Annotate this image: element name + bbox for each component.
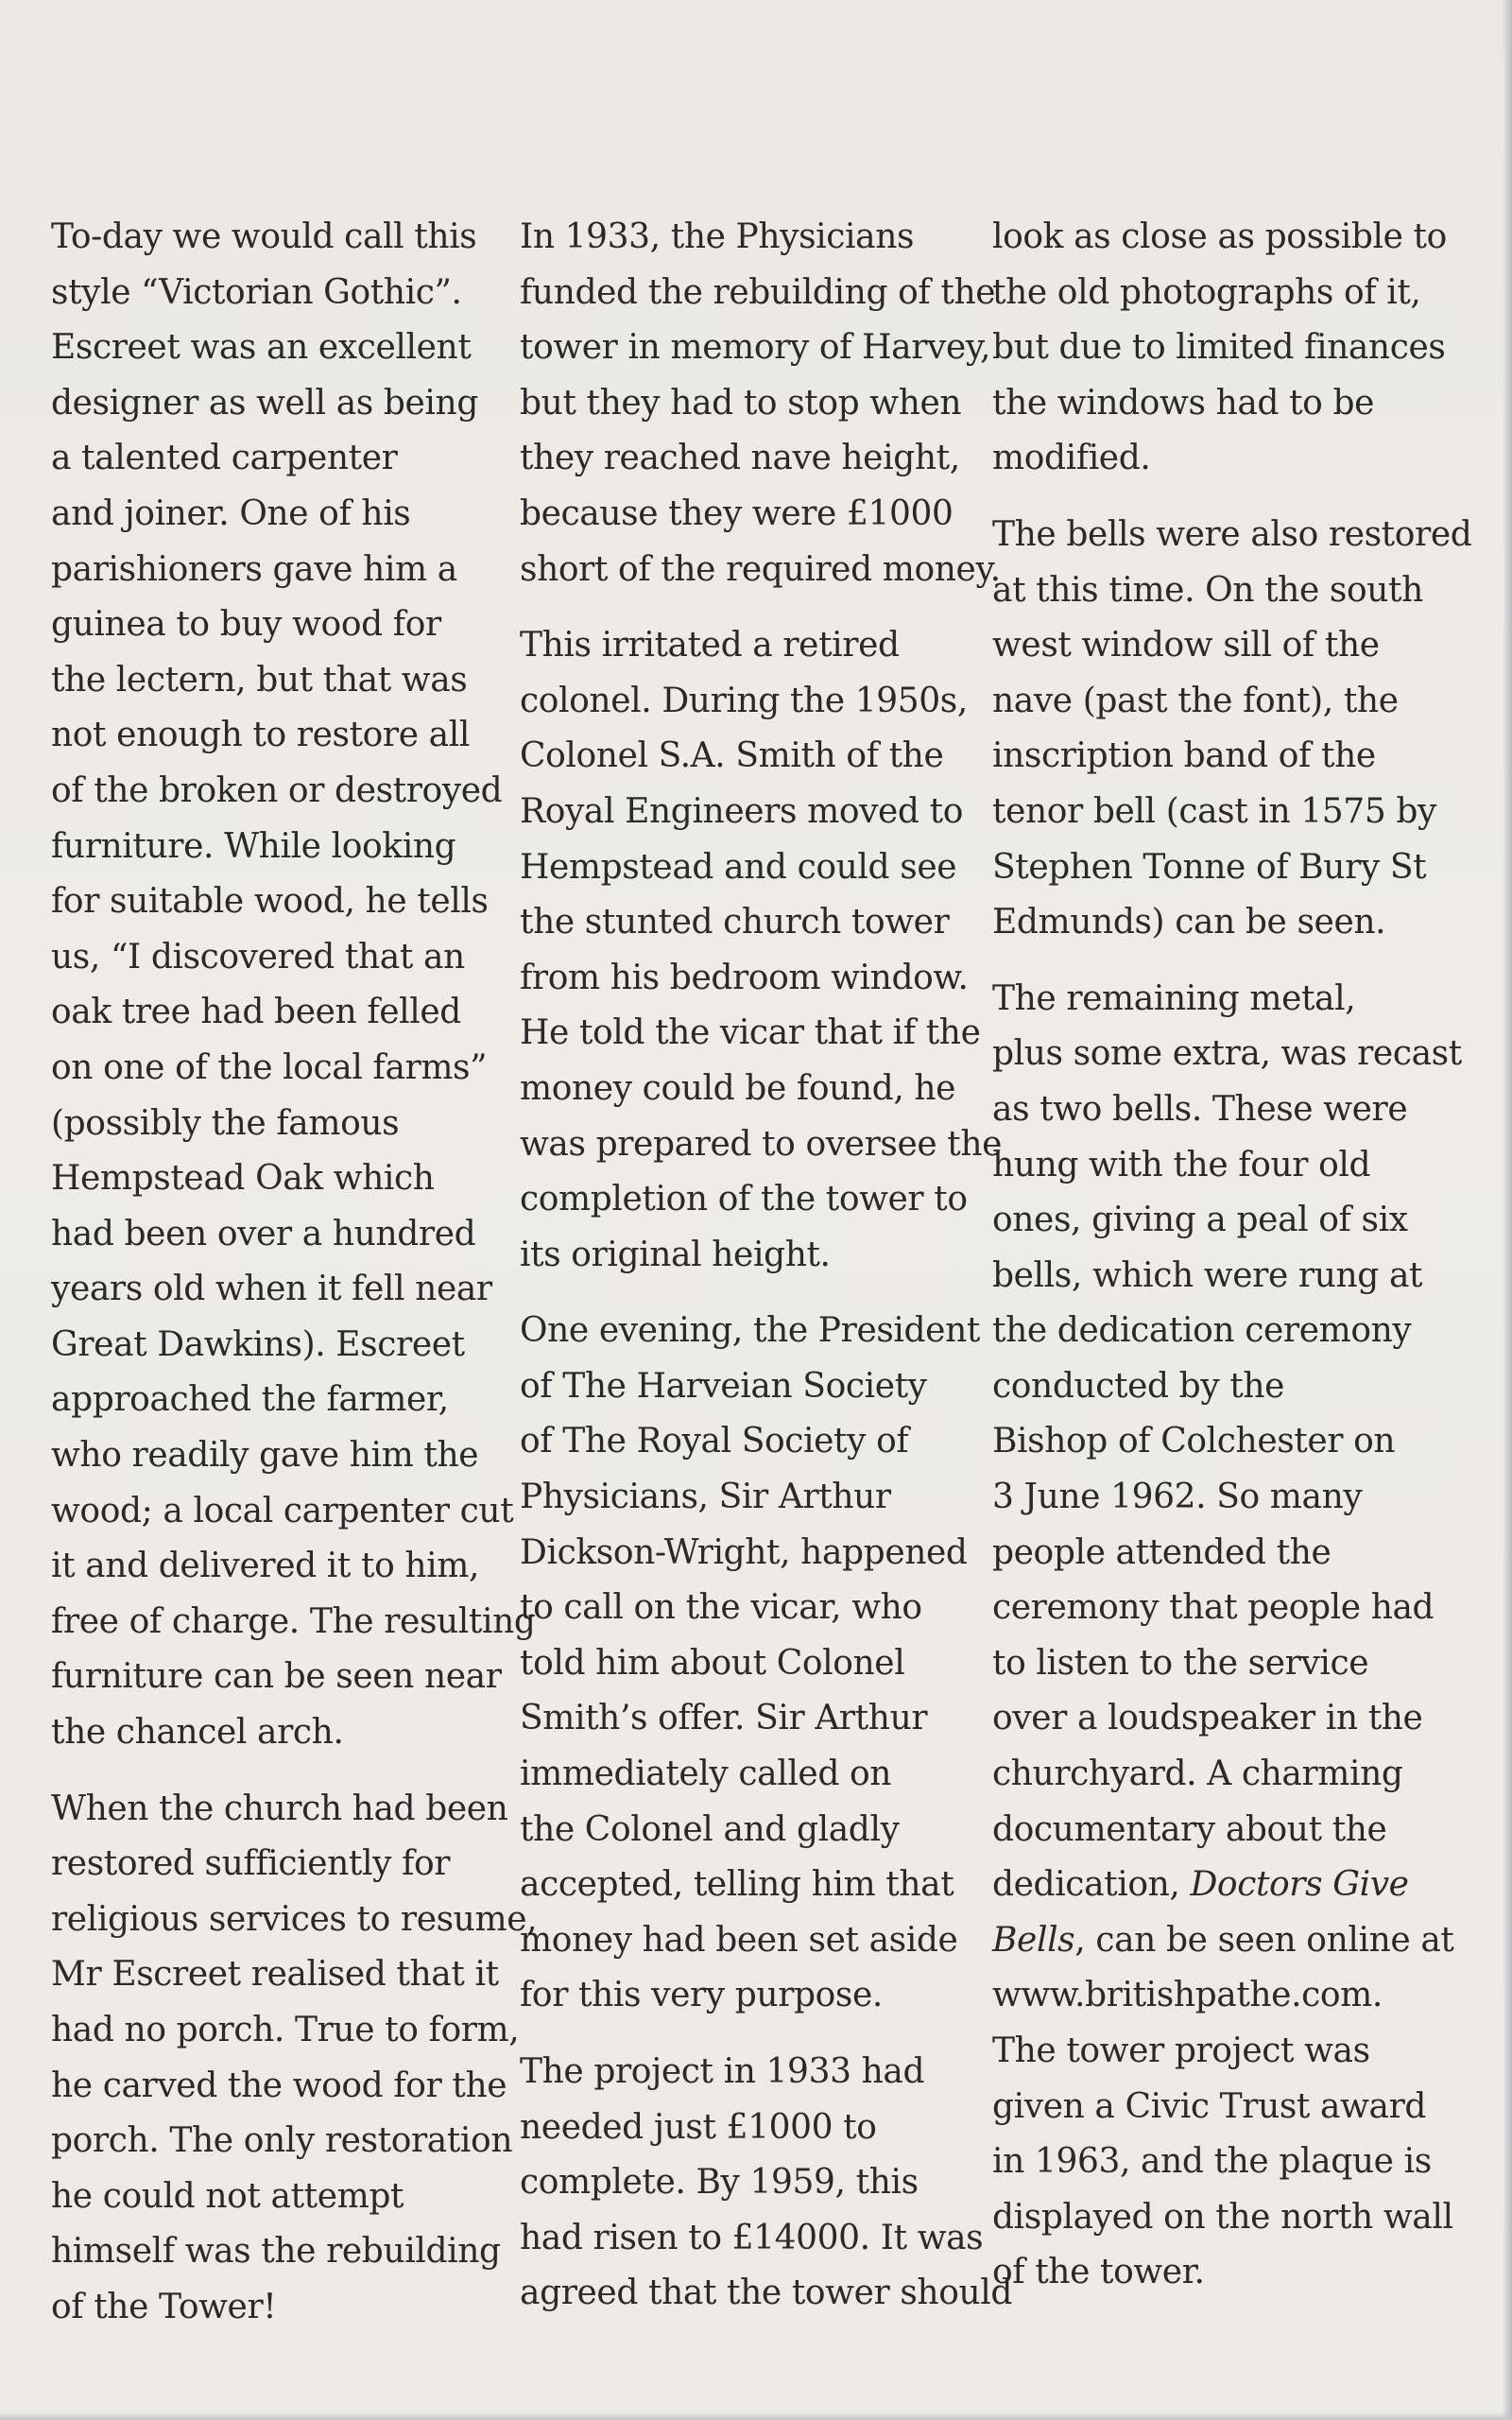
text-line: had no porch. True to form, xyxy=(51,2011,520,2049)
text-line: who readily gave him the xyxy=(51,1436,479,1476)
text-column-3 xyxy=(992,210,1472,2322)
text-line: To-day we would call this xyxy=(51,217,477,256)
text-line: tower in memory of Harvey, xyxy=(520,328,991,368)
text-line: the dedication ceremony xyxy=(992,1311,1412,1351)
paragraph xyxy=(992,508,1472,951)
text-line: of The Royal Society of xyxy=(520,1422,909,1461)
text-line: The bells were also restored xyxy=(992,514,1472,554)
text-column-2 xyxy=(520,210,1013,2342)
page-right-edge xyxy=(1503,0,1512,2420)
text-line: porch. The only restoration xyxy=(51,2121,513,2161)
text-line: as two bells. These were xyxy=(992,1089,1408,1129)
text-line: agreed that the tower should xyxy=(520,2273,1013,2313)
text-line: tenor bell (cast in 1575 by xyxy=(992,791,1436,831)
text-line: When the church had been xyxy=(51,1789,508,1828)
text-line: himself was the rebuilding xyxy=(51,2232,501,2272)
text-line: of the tower. xyxy=(992,2253,1205,2292)
text-line: Colonel S.A. Smith of the xyxy=(520,736,944,776)
text-line: over a loudspeaker in the xyxy=(992,1699,1423,1738)
text-line: Stephen Tonne of Bury St xyxy=(992,847,1427,887)
text-line: The remaining metal, xyxy=(992,978,1356,1018)
text-line: the stunted church tower xyxy=(520,903,950,942)
text-line: furniture can be seen near xyxy=(51,1657,502,1697)
text-line: needed just £1000 to xyxy=(520,2107,877,2147)
text-line: nave (past the font), the xyxy=(992,681,1399,720)
text-line: and joiner. One of his xyxy=(51,493,411,533)
text-line: he could not attempt xyxy=(51,2176,404,2216)
text-line: to call on the vicar, who xyxy=(520,1588,922,1628)
text-line: money had been set aside xyxy=(520,1920,958,1960)
text-line: complete. By 1959, this xyxy=(520,2163,919,2203)
text-line: west window sill of the xyxy=(992,626,1380,666)
text-line: 3 June 1962. So many xyxy=(992,1478,1363,1517)
text-line: He told the vicar that if the xyxy=(520,1013,981,1053)
text-line: its original height. xyxy=(520,1235,831,1274)
text-line: oak tree had been felled xyxy=(51,993,461,1032)
text-line: funded the rebuilding of the xyxy=(520,272,996,312)
dedication-line xyxy=(992,1858,1436,1913)
text-line: parishioners gave him a xyxy=(51,549,457,589)
paragraph xyxy=(520,210,1001,597)
text-line: Dickson-Wright, happened xyxy=(520,1532,968,1572)
text-line: had risen to £14000. It was xyxy=(520,2218,984,2257)
text-line: of the Tower! xyxy=(51,2287,277,2326)
text-line: One evening, the President xyxy=(520,1311,980,1351)
text-line: The tower project was xyxy=(992,2031,1370,2070)
documentary-title: Doctors Give xyxy=(1190,1865,1409,1905)
text-line: completion of the tower to xyxy=(520,1180,968,1219)
text-line: free of charge. The resulting xyxy=(51,1601,536,1641)
text-line: churchyard. A charming xyxy=(992,1754,1403,1794)
text-line xyxy=(992,1913,1454,1969)
text-line: of The Harveian Society xyxy=(520,1366,927,1406)
text-line: short of the required money. xyxy=(520,549,1001,589)
documentary-title-end: Bells xyxy=(992,1920,1075,1960)
text-line: ceremony that people had xyxy=(992,1588,1435,1628)
text-line: immediately called on xyxy=(520,1754,892,1794)
text-line: not enough to restore all xyxy=(51,716,470,755)
text-line: restored sufficiently for xyxy=(51,1844,451,1884)
text-line: wood; a local carpenter cut xyxy=(51,1491,514,1530)
text-line: (possibly the famous xyxy=(51,1103,400,1143)
page-bottom-edge xyxy=(0,2412,1512,2420)
text-line: he carved the wood for the xyxy=(51,2066,507,2105)
text-line: colonel. During the 1950s, xyxy=(520,681,968,720)
text-line: in 1963, and the plaque is xyxy=(992,2142,1432,2182)
text-line: Bishop of Colchester on xyxy=(992,1422,1396,1461)
paragraph xyxy=(520,2045,1013,2322)
text-line: it and delivered it to him, xyxy=(51,1547,480,1586)
text-line: for suitable wood, he tells xyxy=(51,882,489,922)
text-line: Edmunds) can be seen. xyxy=(992,903,1386,942)
website-text: www.britishpathe.com. xyxy=(992,1976,1383,2015)
text-line: of the broken or destroyed xyxy=(51,770,503,810)
paragraph xyxy=(992,210,1447,487)
text-line: at this time. On the south xyxy=(992,570,1423,610)
text-line: accepted, telling him that xyxy=(520,1865,954,1905)
text-line: Escreet was an excellent xyxy=(51,328,472,368)
text-line: Hempstead Oak which xyxy=(51,1159,435,1199)
text-line: displayed on the north wall xyxy=(992,2197,1453,2237)
text-line: but due to limited finances xyxy=(992,328,1446,368)
text-line: the old photographs of it, xyxy=(992,272,1421,312)
text-column-1 xyxy=(51,210,538,2357)
text-line: conducted by the xyxy=(992,1366,1285,1406)
text-line: for this very purpose. xyxy=(520,1976,883,2015)
text-line: because they were £1000 xyxy=(520,493,954,533)
text-line: Smith’s offer. Sir Arthur xyxy=(520,1699,928,1738)
text-line: a talented carpenter xyxy=(51,439,398,478)
text-line: money could be found, he xyxy=(520,1068,956,1108)
text-line: the windows had to be xyxy=(992,383,1375,423)
text-line: told him about Colonel xyxy=(520,1643,905,1683)
text-line: bells, which were rung at xyxy=(992,1255,1423,1295)
text-line: guinea to buy wood for xyxy=(51,605,441,645)
text-line: plus some extra, was recast xyxy=(992,1034,1462,1074)
text-line: modified. xyxy=(992,439,1151,478)
text-line: years old when it fell near xyxy=(51,1270,492,1309)
text-line: Hempstead and could see xyxy=(520,847,957,887)
text-line: hung with the four old xyxy=(992,1145,1371,1184)
paragraph xyxy=(520,1304,980,2024)
dedication-prefix: dedication, xyxy=(992,1865,1191,1905)
text-line: given a Civic Trust award xyxy=(992,2086,1427,2126)
text-line: had been over a hundred xyxy=(51,1214,476,1253)
text-line: religious services to resume, xyxy=(51,1899,538,1939)
text-line: This irritated a retired xyxy=(520,626,900,666)
text-line: the chancel arch. xyxy=(51,1713,344,1753)
text-line: from his bedroom window. xyxy=(520,958,969,997)
text-line: us, “I discovered that an xyxy=(51,937,465,977)
text-line: style “Victorian Gothic”. xyxy=(51,272,462,312)
paragraph xyxy=(520,618,1003,1283)
text-line: they reached nave height, xyxy=(520,439,960,478)
dedication-suffix: , can be seen online at xyxy=(1074,1920,1454,1960)
text-line: people attended the xyxy=(992,1532,1332,1572)
text-line: look as close as possible to xyxy=(992,217,1447,256)
text-line: approached the farmer, xyxy=(51,1380,449,1420)
text-line: furniture. While looking xyxy=(51,826,456,866)
text-line: but they had to stop when xyxy=(520,383,962,423)
text-line: Royal Engineers moved to xyxy=(520,791,963,831)
text-line: designer as well as being xyxy=(51,383,478,423)
paragraph xyxy=(51,1782,538,2336)
paragraph xyxy=(51,210,536,1761)
text-line: Physicians, Sir Arthur xyxy=(520,1478,891,1517)
text-line: In 1933, the Physicians xyxy=(520,217,915,256)
text-line: The project in 1933 had xyxy=(520,2052,925,2091)
text-line: Mr Escreet realised that it xyxy=(51,1955,499,1995)
text-line: documentary about the xyxy=(992,1809,1387,1849)
text-line: to listen to the service xyxy=(992,1643,1369,1683)
paragraph xyxy=(992,972,1462,2301)
text-line: the lectern, but that was xyxy=(51,660,468,700)
text-line: ones, giving a peal of six xyxy=(992,1201,1408,1240)
text-line: the Colonel and gladly xyxy=(520,1809,900,1849)
text-line: Great Dawkins). Escreet xyxy=(51,1324,465,1364)
text-line: inscription band of the xyxy=(992,736,1376,776)
text-line: on one of the local farms” xyxy=(51,1047,488,1087)
text-line: was prepared to oversee the xyxy=(520,1124,1003,1164)
